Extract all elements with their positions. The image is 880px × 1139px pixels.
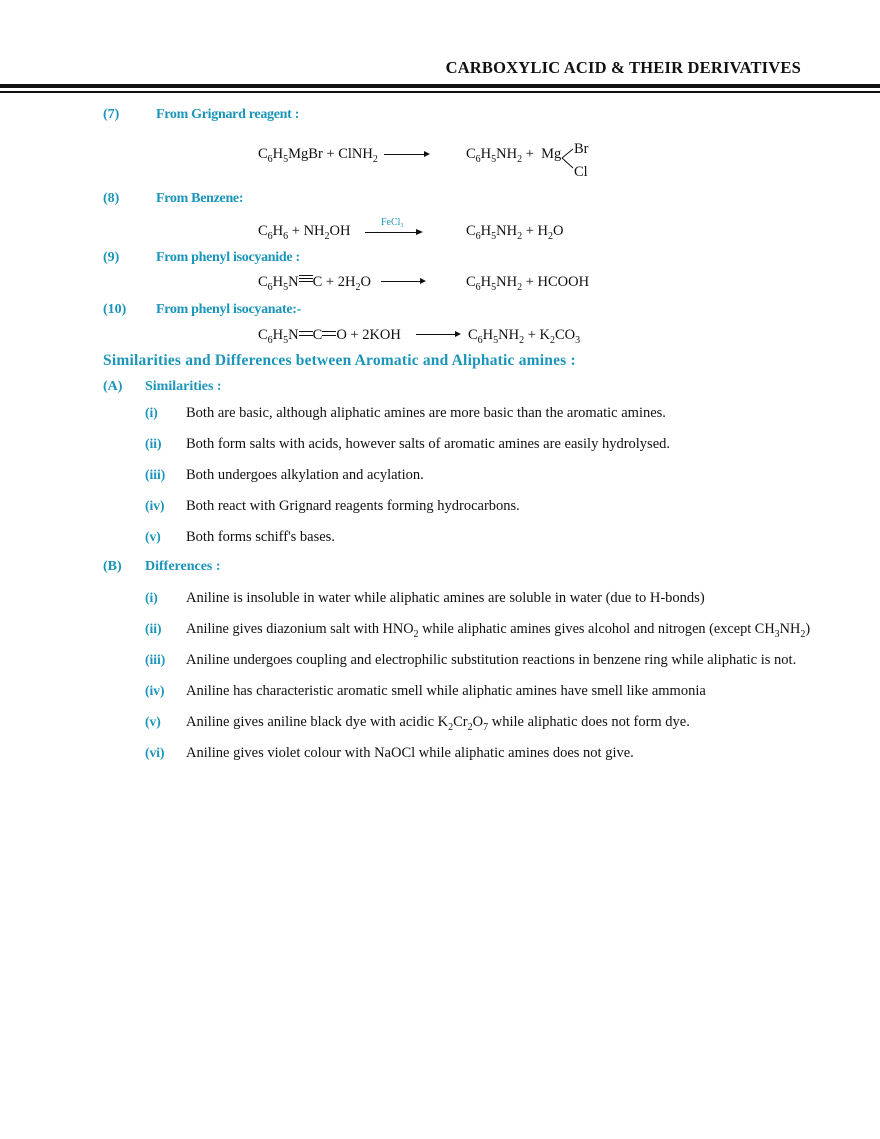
similarity-text: Both form salts with acids, however salts of aromatic amines are easily hydrolysed.: [186, 436, 671, 452]
difference-num: (iv): [145, 683, 165, 698]
header-rule-thick: [0, 84, 880, 88]
differences-label: (B): [103, 559, 122, 574]
difference-num: (iii): [145, 652, 166, 667]
differences-title: Differences :: [145, 559, 221, 574]
similarity-num: (i): [145, 405, 158, 420]
similarities-label: (A): [103, 379, 123, 394]
difference-num: (vi): [145, 745, 165, 760]
difference-text: Aniline undergoes coupling and electrophilic substitution reactions in benzene ring while aliphatic is not.: [186, 652, 797, 668]
difference-text: Aniline has characteristic aromatic smell while aliphatic amines have smell like ammonia: [186, 683, 706, 699]
difference-num: (ii): [145, 621, 162, 636]
method-7-arrowhead: [424, 151, 430, 157]
similarity-num: (ii): [145, 436, 162, 451]
method-9-reactants: $C_6H_5N$ $C + 2H_2O$: [258, 274, 371, 293]
similarity-text: Both undergoes alkylation and acylation.: [186, 467, 424, 483]
method-8-reactants: $C_6H_6 + NH_2OH$: [258, 223, 351, 242]
difference-text: Aniline is insoluble in water while aliphatic amines are soluble in water (due to H-bonds): [186, 590, 705, 606]
method-9-title: From phenyl isocyanide :: [156, 250, 300, 265]
method-9-products: $C_6H_5NH_2$ + HCOOH: [466, 274, 590, 293]
method-8-number: (8): [103, 191, 120, 206]
difference-text: Aniline gives violet colour with NaOCl while aliphatic amines does not give.: [186, 745, 634, 761]
method-10-arrowhead: [455, 331, 461, 337]
method-10-products: $C_6H_5NH_2 + K_2CO_3$: [468, 327, 581, 346]
method-10-reactants: $C_6H_5N$ C O + 2KOH: [258, 327, 401, 346]
difference-num: (v): [145, 714, 161, 729]
similarity-text: Both react with Grignard reagents forming hydrocarbons.: [186, 498, 520, 514]
method-10-number: (10): [103, 302, 127, 317]
svg-text:Br: Br: [574, 141, 589, 157]
similarity-text: Both forms schiff's bases.: [186, 529, 335, 545]
method-7-products: $C_6H_5NH_2 + Mg$: [466, 146, 562, 165]
method-7-arrow: [384, 154, 428, 155]
method-7-title: From Grignard reagent :: [156, 107, 300, 122]
method-8-products: $C_6H_5NH_2 + H_2O$: [466, 223, 564, 242]
method-8-title: From Benzene:: [156, 191, 244, 206]
page-header-title: CARBOXYLIC ACID & THEIR DERIVATIVES: [445, 58, 801, 77]
difference-num: (i): [145, 590, 158, 605]
difference-text-formatted: Aniline gives diazonium salt with $HNO_2$ while aliphatic amines gives alcohol and nitrogen (except $CH_3NH_2$): [186, 621, 811, 640]
similarity-text: Both are basic, although aliphatic amines are more basic than the aromatic amines.: [186, 405, 666, 421]
method-8-reagent: FeCl$_3$: [381, 217, 404, 229]
method-9-arrow: [381, 281, 423, 282]
method-10-arrow: [416, 334, 458, 335]
difference-text-formatted: Aniline gives aniline black dye with acidic $K_2Cr_2O_7$ while aliphatic does not form dye.: [186, 714, 690, 733]
method-7-number: (7): [103, 107, 120, 122]
svg-text:Cl: Cl: [574, 164, 588, 180]
header-rule-thin: [0, 91, 880, 93]
method-7-reactants: $C_6H_5MgBr$ + ClNH$_2$: [258, 146, 378, 165]
mg-halide-bonds: [560, 140, 594, 180]
method-9-arrowhead: [420, 278, 426, 284]
comparison-heading: Similarities and Differences between Aromatic and Aliphatic amines :: [103, 352, 576, 369]
method-10-title: From phenyl isocyanate:-: [156, 302, 301, 317]
similarities-title: Similarities :: [145, 379, 222, 394]
similarity-num: (iii): [145, 467, 166, 482]
method-9-number: (9): [103, 250, 120, 265]
similarity-num: (iv): [145, 498, 165, 513]
similarity-num: (v): [145, 529, 161, 544]
method-8-arrowhead: [416, 229, 423, 235]
method-8-arrow: [365, 232, 419, 233]
